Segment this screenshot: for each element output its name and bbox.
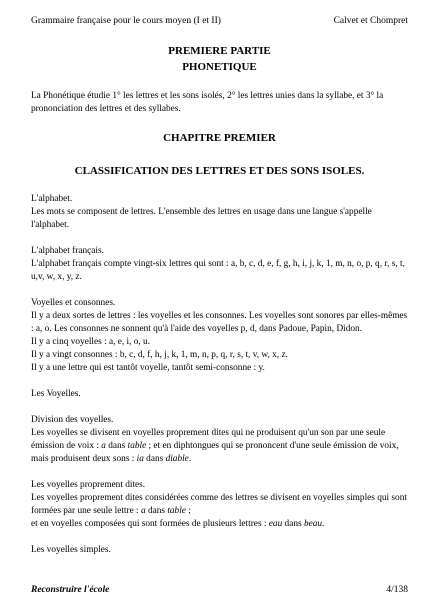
section-heading: L'alphabet français. bbox=[31, 246, 104, 256]
text-run: . bbox=[322, 519, 325, 529]
example-word: a bbox=[140, 506, 146, 516]
text-run: et en voyelles composées qui sont formées de plusieurs lettres : bbox=[31, 519, 269, 529]
text-run: dans bbox=[143, 454, 166, 464]
text-run: dans bbox=[282, 519, 304, 529]
paragraph: Il y a cinq voyelles : a, e, i, o, u. bbox=[31, 337, 151, 347]
paragraph: Il y a une lettre qui est tantôt voyelle, tantôt semi-consonne : y. bbox=[31, 363, 265, 373]
paragraph: Il y a vingt consonnes : b, c, d, f, h, j, k, 1, m, n, p, q, r, s, t, v, w, x, z. bbox=[31, 350, 288, 360]
header-authors: Calvet et Chompret bbox=[333, 16, 408, 26]
text-run: dans bbox=[105, 441, 128, 451]
example-word: a bbox=[101, 441, 106, 451]
paragraph bbox=[31, 518, 410, 531]
example-word: diable bbox=[165, 454, 189, 464]
text-run: dans bbox=[145, 506, 168, 516]
part-subject: PHONETIQUE bbox=[182, 61, 257, 73]
paragraph bbox=[31, 492, 410, 518]
paragraph: Il y a deux sortes de lettres : les voyelles et les consonnes. Les voyelles sont sonores par elles-mêmes : a, o. Les consonnes ne sonnent qu'à l'aide des voyelles p, d, dans Padoue, Papin, Didon. bbox=[31, 311, 408, 334]
intro-paragraph: La Phonétique étudie 1° les lettres et les sons isolés, 2° les lettres unies dans la syllabe, et 3° la prononciation des lettres et des syllabes. bbox=[31, 91, 384, 114]
page-number: 4/138 bbox=[386, 585, 408, 595]
paragraph: L'alphabet français compte vingt-six lettres qui sont : a, b, c, d, e, f, g, h, i, j, k, 1, m, n, o, p, q, r, s, t, u,v, w, x, y, z. bbox=[31, 259, 405, 282]
paragraph: Les mots se composent de lettres. L'ensemble des lettres en usage dans une langue s'appelle l'alphabet. bbox=[31, 207, 372, 230]
chapter-title: CLASSIFICATION DES LETTRES ET DES SONS ISOLES. bbox=[74, 165, 365, 177]
section-heading: Les Voyelles. bbox=[31, 389, 81, 399]
text-run: ; et en diphtongues qui se prononcent d'une seule émission de voix, mais produisent deux sons : bbox=[31, 441, 399, 464]
example-word: ia bbox=[136, 454, 144, 464]
paragraph bbox=[31, 427, 410, 466]
example-word: eau bbox=[268, 519, 283, 529]
example-word: table bbox=[127, 441, 147, 451]
chapter-label: CHAPITRE PREMIER bbox=[163, 132, 276, 144]
section-heading: Les voyelles proprement dites. bbox=[31, 480, 146, 490]
page-body bbox=[31, 193, 410, 557]
section-heading: Division des voyelles. bbox=[31, 415, 114, 425]
text-run: ; bbox=[185, 506, 191, 516]
example-word: beau bbox=[303, 519, 323, 529]
section-heading: Voyelles et consonnes. bbox=[31, 298, 116, 308]
header-book-title: Grammaire française pour le cours moyen (I et II) bbox=[31, 16, 221, 26]
section-heading: Les voyelles simples. bbox=[31, 545, 111, 555]
example-word: table bbox=[167, 506, 186, 516]
text-run: Les voyelles proprement dites considérées comme des lettres se divisent en voyelles simples qui sont formées par une seule lettre : bbox=[31, 493, 407, 516]
text-run: . bbox=[188, 454, 192, 464]
text-run: Les voyelles se divisent en voyelles proprement dites qui ne produisent qu'un son par une seule émission de voix : bbox=[31, 428, 386, 451]
part-title: PREMIERE PARTIE bbox=[168, 45, 271, 57]
section-heading: L'alphabet. bbox=[31, 194, 73, 204]
footer-source: Reconstruire l'école bbox=[31, 585, 110, 595]
